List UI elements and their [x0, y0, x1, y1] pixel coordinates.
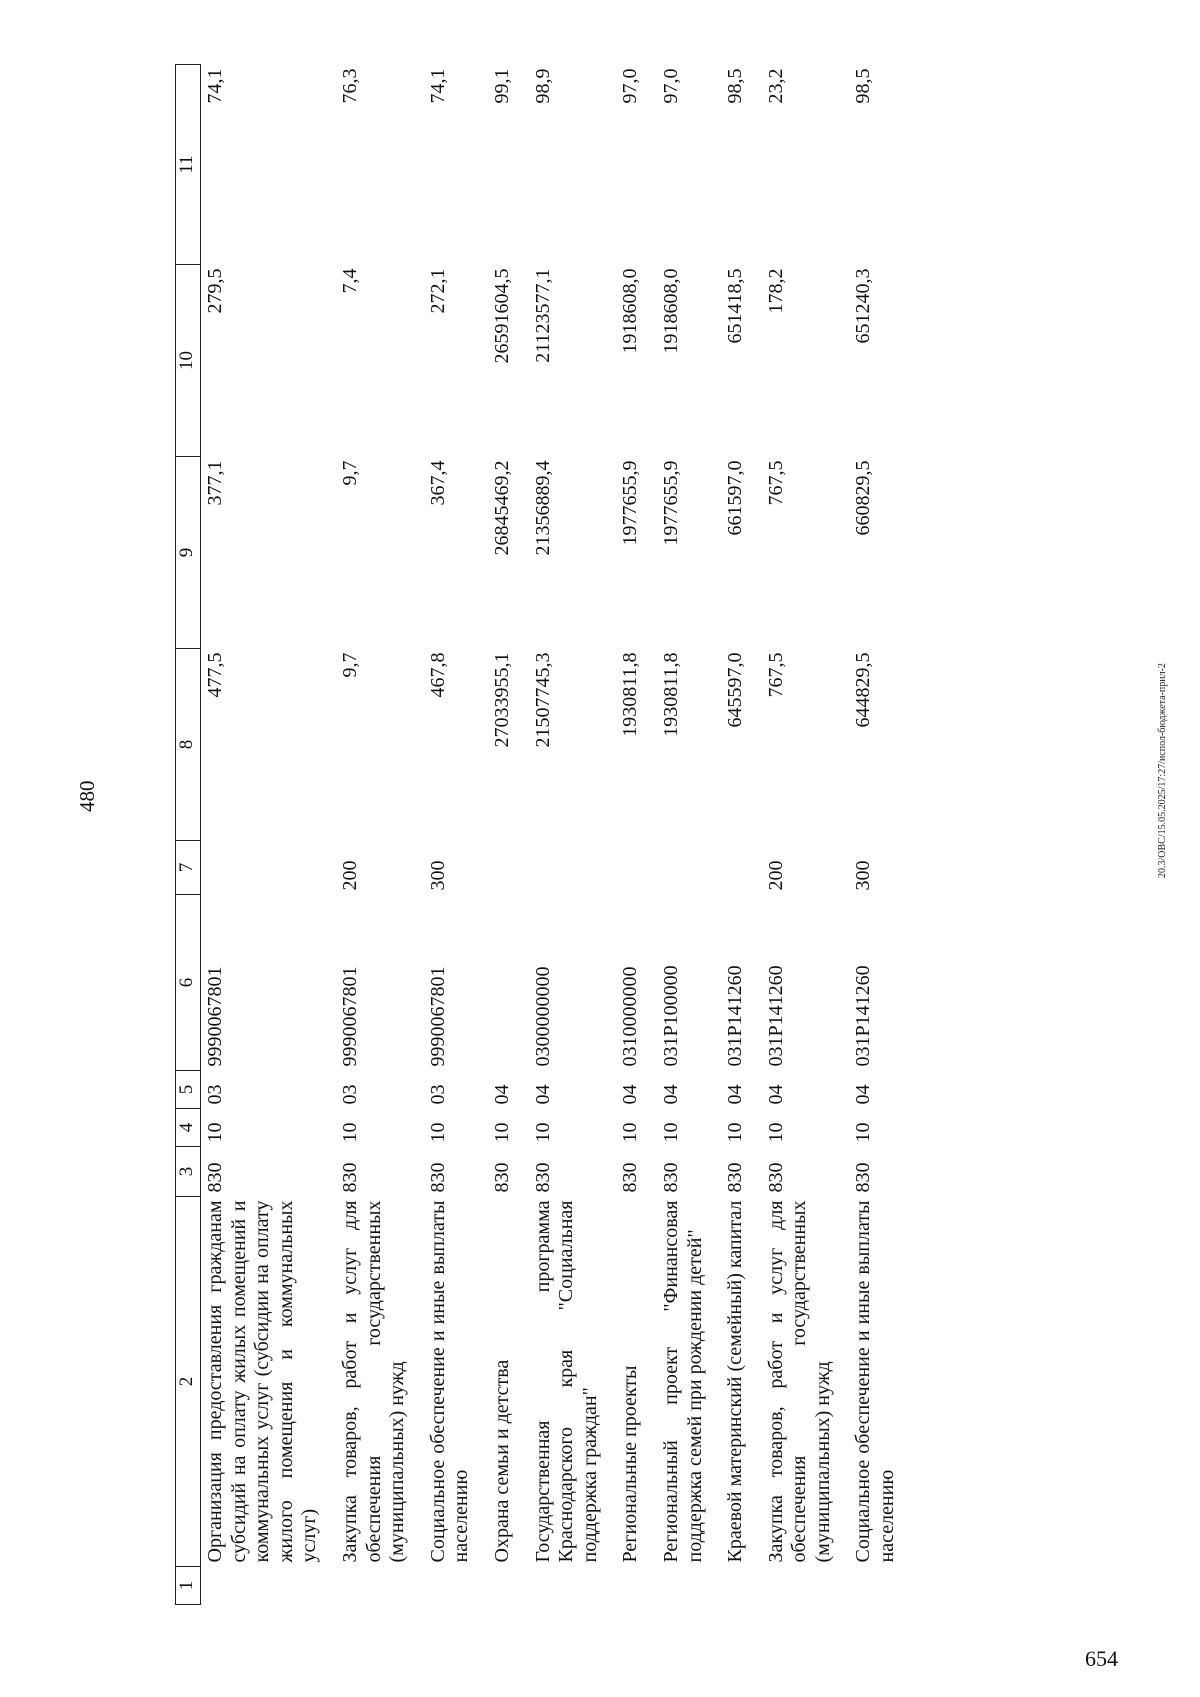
cell-percent: 74,1	[426, 68, 449, 104]
cell-percent: 98,5	[724, 68, 747, 104]
table-row	[201, 65, 336, 1605]
cell-expense-type	[616, 841, 657, 895]
cell-section: 10	[724, 1122, 747, 1143]
cell-percent: 99,1	[490, 68, 513, 104]
cell-approved: 27033955,1	[490, 652, 513, 748]
col-header-3: 3	[176, 1147, 201, 1197]
cell-percent: 98,5	[852, 68, 875, 104]
cell-subsection: 04	[724, 1084, 747, 1105]
cell-col1	[616, 1567, 657, 1605]
table-row	[657, 65, 721, 1605]
col-header-9: 9	[176, 457, 201, 649]
cell-expense-type: 300	[426, 860, 449, 891]
cell-col1	[424, 1567, 488, 1605]
cell-target-article: 0300000000	[531, 966, 554, 1067]
col-header-4: 4	[176, 1109, 201, 1147]
cell-target-article: 0310000000	[619, 966, 642, 1067]
cell-percent: 74,1	[204, 68, 226, 104]
page-number: 480	[75, 780, 99, 812]
cell-col1	[849, 1567, 913, 1605]
cell-name: Организация предоставления гражданам субсидий на оплату жилых помещений и коммунальных услуг (субсидии на оплату жилого помещения и коммунальных услуг)	[204, 1200, 321, 1563]
cell-percent: 98,9	[531, 68, 554, 104]
cell-approved: 645597,0	[724, 652, 747, 728]
cell-executed: 7,4	[338, 268, 361, 294]
cell-name: Государственная программа Краснодарского края "Социальная поддержка граждан"	[531, 1200, 601, 1563]
col-header-11: 11	[176, 65, 201, 265]
table-header-row	[176, 65, 201, 1605]
cell-target-article: 9990067801	[204, 966, 226, 1067]
cell-admin-code: 830	[852, 1162, 875, 1193]
table-row	[424, 65, 488, 1605]
cell-name: Охрана семьи и детства	[490, 1359, 513, 1563]
cell-name: Краевой материнский (семейный) капитал	[724, 1200, 747, 1563]
col-header-8: 8	[176, 649, 201, 841]
col-header-5: 5	[176, 1071, 201, 1109]
cell-name: Закупка товаров, работ и услуг для обеспечения государственных (муниципальных) нужд	[764, 1200, 834, 1563]
cell-name: Закупка товаров, работ и услуг для обеспечения государственных (муниципальных) нужд	[338, 1200, 409, 1563]
cell-target-article: 031Р141260	[764, 965, 787, 1067]
cell-subsection: 04	[659, 1084, 682, 1105]
cell-approved: 9,7	[338, 652, 361, 678]
cell-section: 10	[659, 1122, 682, 1143]
cell-subsection: 03	[426, 1084, 449, 1105]
table-row	[336, 65, 424, 1605]
cell-subsection: 04	[490, 1084, 513, 1105]
table-row	[529, 65, 617, 1605]
cell-admin-code: 830	[204, 1162, 226, 1193]
cell-target-article: 031Р141260	[724, 965, 747, 1067]
cell-executed: 651418,5	[724, 268, 747, 344]
table-row	[616, 65, 657, 1605]
cell-plan: 377,1	[204, 460, 226, 506]
cell-plan: 661597,0	[724, 460, 747, 536]
budget-table	[175, 64, 914, 1605]
cell-expense-type	[529, 841, 617, 895]
cell-executed: 178,2	[764, 268, 787, 314]
cell-expense-type: 200	[338, 860, 361, 891]
cell-plan: 367,4	[426, 460, 449, 506]
cell-section: 10	[338, 1122, 361, 1143]
cell-section: 10	[852, 1122, 875, 1143]
cell-admin-code: 830	[724, 1162, 747, 1193]
cell-subsection: 04	[764, 1084, 787, 1105]
cell-expense-type	[721, 841, 762, 895]
cell-subsection: 03	[338, 1084, 361, 1105]
cell-subsection: 04	[619, 1084, 642, 1105]
cell-approved: 1930811,8	[619, 652, 642, 737]
cell-executed: 26591604,5	[490, 268, 513, 364]
cell-section: 10	[619, 1122, 642, 1143]
cell-expense-type	[488, 841, 529, 895]
cell-admin-code: 830	[619, 1162, 642, 1193]
cell-section: 10	[426, 1122, 449, 1143]
cell-plan: 767,5	[764, 460, 787, 506]
cell-executed: 1918608,0	[659, 268, 682, 354]
cell-approved: 477,5	[204, 652, 226, 698]
cell-percent: 76,3	[338, 68, 361, 104]
cell-expense-type: 200	[764, 860, 787, 891]
cell-approved: 767,5	[764, 652, 787, 698]
cell-percent: 23,2	[764, 68, 787, 104]
cell-subsection: 03	[204, 1084, 226, 1105]
cell-target-article: 031Р141260	[852, 965, 875, 1067]
cell-plan: 1977655,9	[659, 460, 682, 546]
col-header-10: 10	[176, 265, 201, 457]
cell-col1	[721, 1567, 762, 1605]
cell-executed: 651240,3	[852, 268, 875, 344]
cell-col1	[488, 1567, 529, 1605]
cell-approved: 21507745,3	[531, 652, 554, 748]
cell-admin-code: 830	[426, 1162, 449, 1193]
cell-section: 10	[531, 1122, 554, 1143]
cell-col1	[529, 1567, 617, 1605]
cell-expense-type: 300	[852, 860, 875, 891]
cell-name: Региональные проекты	[619, 1365, 642, 1563]
col-header-6: 6	[176, 895, 201, 1071]
cell-section: 10	[490, 1122, 513, 1143]
cell-admin-code: 830	[531, 1162, 554, 1193]
cell-col1	[201, 1567, 336, 1605]
cell-plan: 1977655,9	[619, 460, 642, 546]
cell-section: 10	[204, 1122, 226, 1143]
cell-percent: 97,0	[619, 68, 642, 104]
cell-name: Региональный проект "Финансовая поддержка семей при рождении детей"	[659, 1200, 706, 1563]
col-header-2: 2	[176, 1197, 201, 1567]
cell-subsection: 04	[852, 1084, 875, 1105]
cell-target-article	[488, 895, 529, 1071]
cell-approved: 467,8	[426, 652, 449, 698]
col-header-7: 7	[176, 841, 201, 895]
footer-page-number: 654	[1085, 1646, 1118, 1671]
cell-approved: 644829,5	[852, 652, 875, 728]
cell-admin-code: 830	[764, 1162, 787, 1193]
cell-plan: 660829,5	[852, 460, 875, 536]
cell-col1	[657, 1567, 721, 1605]
cell-plan: 9,7	[338, 460, 361, 486]
table-row	[721, 65, 762, 1605]
cell-col1	[336, 1567, 424, 1605]
rotated-table-sheet	[175, 65, 1175, 1605]
cell-percent: 97,0	[659, 68, 682, 104]
cell-name: Социальное обеспечение и иные выплаты населению	[426, 1200, 473, 1563]
cell-admin-code: 830	[338, 1162, 361, 1193]
cell-plan: 26845469,2	[490, 460, 513, 556]
cell-executed: 21123577,1	[531, 268, 554, 363]
cell-subsection: 04	[531, 1084, 554, 1105]
cell-target-article: 031Р100000	[659, 965, 682, 1067]
cell-name: Социальное обеспечение и иные выплаты населению	[852, 1200, 899, 1563]
document-stamp: 20.3/ОВС/15.05.2025/17:27/испол-бюджета-прил-2	[1157, 663, 1168, 878]
cell-expense-type	[657, 841, 721, 895]
cell-expense-type	[201, 841, 336, 895]
cell-admin-code: 830	[490, 1162, 513, 1193]
table-row	[762, 65, 850, 1605]
cell-executed: 279,5	[204, 268, 226, 314]
cell-section: 10	[764, 1122, 787, 1143]
cell-admin-code: 830	[659, 1162, 682, 1193]
cell-target-article: 9990067801	[426, 966, 449, 1067]
cell-approved: 1930811,8	[659, 652, 682, 737]
col-header-1: 1	[176, 1567, 201, 1605]
cell-target-article: 9990067801	[338, 966, 361, 1067]
cell-executed: 1918608,0	[619, 268, 642, 354]
cell-col1	[762, 1567, 850, 1605]
table-row	[849, 65, 913, 1605]
cell-executed: 272,1	[426, 268, 449, 314]
table-row	[488, 65, 529, 1605]
cell-plan: 21356889,4	[531, 460, 554, 556]
